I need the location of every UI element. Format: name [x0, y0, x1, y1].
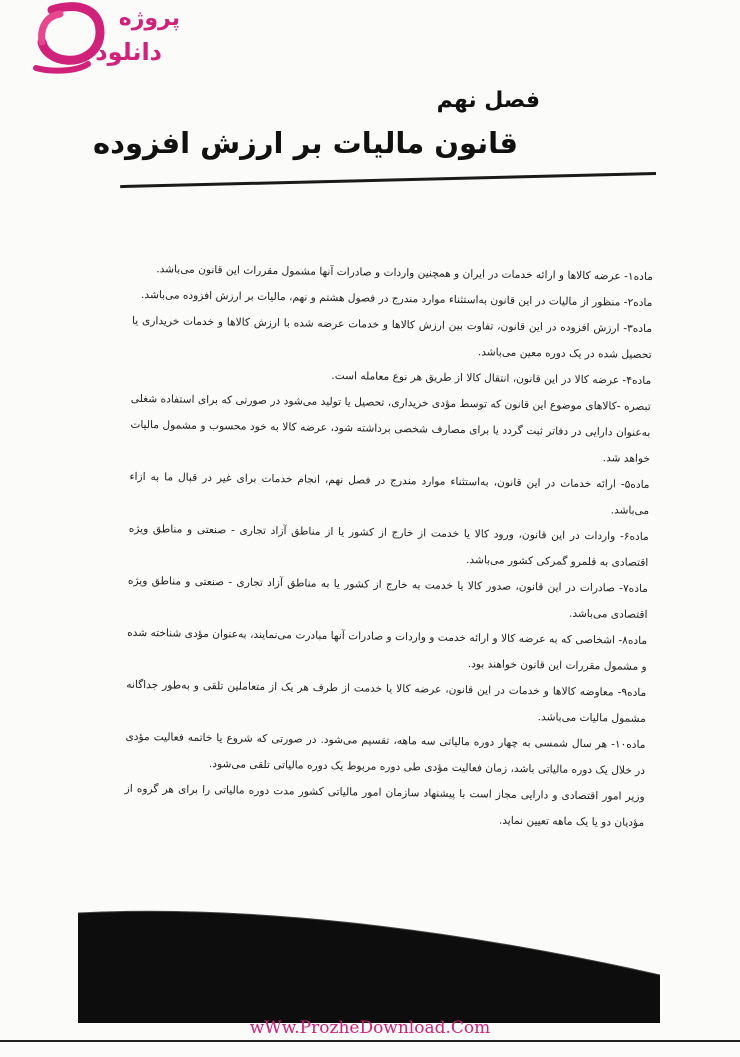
- article-7: ماده۷- صادرات در این قانون، صدور کالا یا خدمت به خارج از کشور یا به مناطق آزاد تجاری - صنعتی و مناطق ویژه اقتصادی می‌باشد.: [127, 574, 648, 621]
- brand-logo[interactable]: [30, 2, 190, 76]
- footer-divider: [0, 1040, 740, 1042]
- logo-text-line1: پروژه: [118, 6, 180, 31]
- article-10: ماده۱۰- هر سال شمسی به چهار دوره مالیاتی سه ماهه، تقسیم می‌شود. در صورتی که شروع یا خاتمه فعالیت مؤدی در خلال یک دوره مالیاتی باشد، زمان فعالیت مؤدی طی دوره مربوط یک دوره مالیاتی تلقی می‌شود.: [125, 730, 646, 777]
- page-title: قانون مالیات بر ارزش افزوده: [93, 126, 518, 160]
- article-8: ماده۸- اشخاصی که به عرضه کالا و ارائه خدمت و واردات و صادرات آنها مبادرت می‌نمایند، به‌عنوان مؤدی شناخته شده و مشمول مقررات این قانون خواهند بود.: [127, 626, 648, 673]
- logo-text-line2: دانلود: [95, 38, 162, 66]
- article-5: ماده۵- ارائه خدمات در این قانون، به‌استثناء موارد مندرج در فصل نهم، انجام خدمات برای غیر در قبال ما به ازاء می‌باشد.: [129, 470, 650, 517]
- article-6: ماده۶- واردات در این قانون، ورود کالا یا خدمت از خارج از کشور یا از مناطق آزاد تجاری - صنعتی و مناطق ویژه اقتصادی به قلمرو گمرکی کشور می‌باشد.: [128, 522, 649, 569]
- article-3: ماده۳- ارزش افزوده در این قانون، تفاوت بین ارزش کالاها و خدمات عرضه شده با ارزش کالاها و خدمات خریداری یا تحصیل شده در یک دوره معین می‌باشد.: [131, 314, 653, 361]
- article-10-continuation: وزیر امور اقتصادی و دارایی مجاز است با پیشنهاد سازمان امور مالیاتی کشور مدت دوره مالیاتی را برای هر گروه از مؤدیان دو یا یک ماهه تعیین نماید.: [124, 782, 645, 829]
- page-corner-decoration: [78, 905, 660, 1023]
- footer-url-link[interactable]: wWw.ProzheDownload.Com: [249, 1018, 491, 1038]
- article-4: ماده۴- عرضه کالا در این قانون، انتقال کالا از طریق هر نوع معامله است.: [331, 369, 652, 387]
- article-2: ماده۲- منظور از مالیات در این قانون به‌استثناء موارد مندرج در فصول هشتم و نهم، مالیات بر ارزش افزوده می‌باشد.: [140, 288, 653, 309]
- article-1: ماده۱- عرضه کالاها و ارائه خدمات در ایران و همچنین واردات و صادرات آنها مشمول مقررات این قانون می‌باشد.: [156, 263, 653, 283]
- article-9: ماده۹- معاوضه کالاها و خدمات در این قانون، عرضه کالا یا خدمت از طرف هر یک از متعاملین تلقی و به‌طور جداگانه مشمول مالیات می‌باشد.: [126, 678, 647, 725]
- title-underline: [120, 172, 656, 188]
- articles-body: [124, 256, 653, 836]
- chapter-heading: فصل نهم: [436, 88, 540, 113]
- article-4-note: تبصره -کالاهای موضوع این قانون که توسط مؤدی خریداری، تحصیل یا تولید می‌شود در صورتی که برای استفاده شغلی به‌عنوان دارایی در دفاتر ثبت گردد یا برای مصارف شخصی برداشته شود، عرضه کالا به خود محسوب و مشمول مالیات خواهد شد.: [130, 392, 651, 465]
